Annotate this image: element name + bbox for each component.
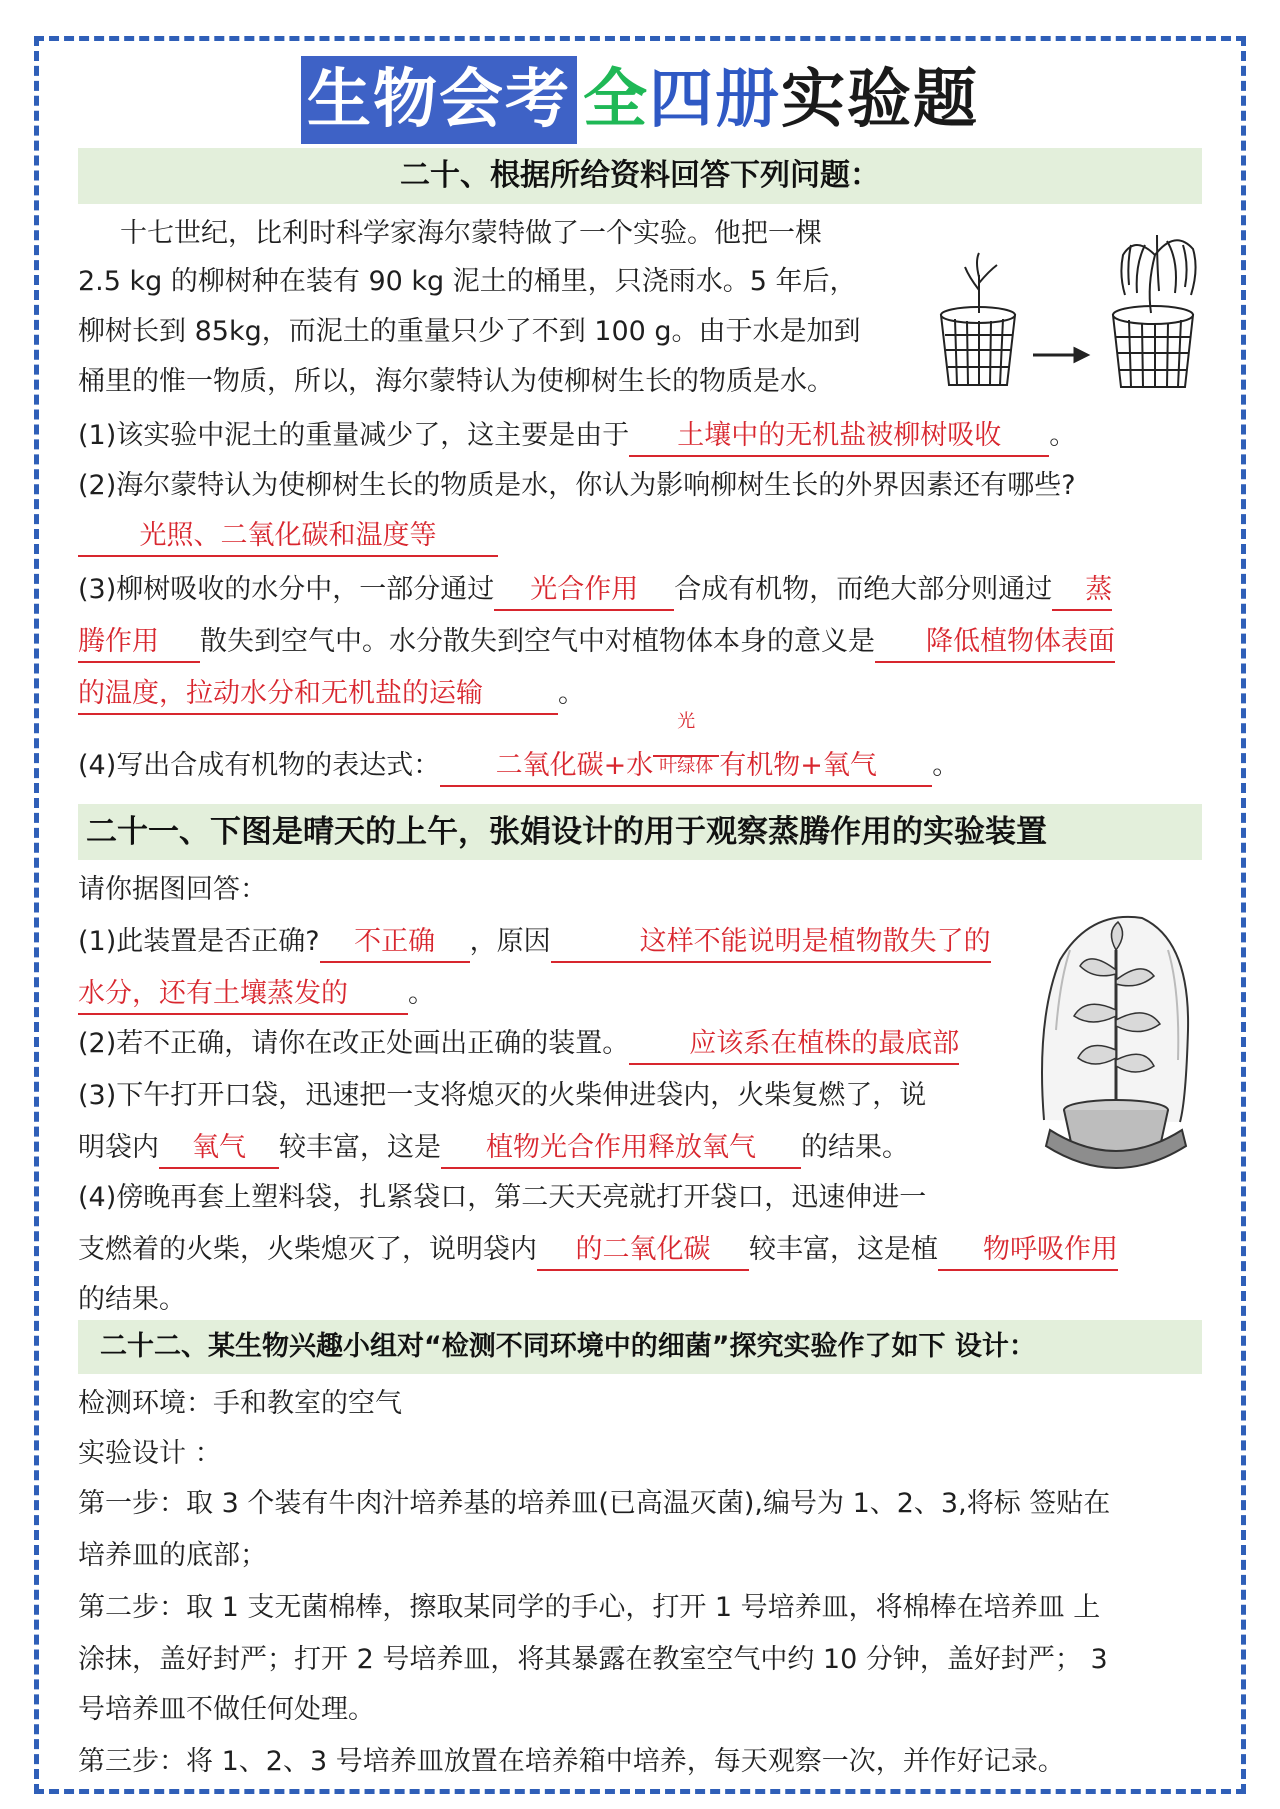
q21-sub-2 xyxy=(78,1020,959,1068)
title-part-volumes: 四册 xyxy=(649,63,781,137)
q21-sub-3-question-3: 较丰富，这是 xyxy=(279,1132,441,1163)
q21-sub-3-end: 的结果。 xyxy=(801,1132,909,1163)
q20-sub-4-question: (4)写出合成有机物的表达式： xyxy=(78,750,441,781)
q22-line-1: 检测环境：手和教室的空气 xyxy=(78,1388,402,1419)
q20-sub-3-answer-1: 光合作用 xyxy=(494,571,674,611)
q20-para-2: 2.5 kg 的柳树种在装有 90 kg 泥土的桶里，只浇雨水。5 年后， xyxy=(78,266,857,297)
q21-sub-1-reason-label: ，原因 xyxy=(469,926,551,957)
q21-sub-1-question: (1)此装置是否正确? xyxy=(78,926,320,957)
large-bucket-icon xyxy=(1113,306,1193,387)
q21-sub-2-question: (2)若不正确，请你在改正处画出正确的装置。 xyxy=(78,1028,630,1059)
q20-sub-1-answer: 土壤中的无机盐被柳树吸收 xyxy=(629,417,1049,457)
q20-para-1: 十七世纪，比利时科学家海尔蒙特做了一个实验。他把一棵 xyxy=(120,218,822,249)
q21-intro: 请你据图回答： xyxy=(78,874,267,905)
small-bucket-icon xyxy=(941,307,1015,385)
q20-sub-2-answer: 光照、二氧化碳和温度等 xyxy=(78,517,498,557)
q20-sub-1-question: (1)该实验中泥土的重量减少了，这主要是由于 xyxy=(78,420,630,451)
q20-para-3: 柳树长到 85kg，而泥土的重量只少了不到 100 g。由于水是加到 xyxy=(78,316,861,347)
willow-experiment-figure xyxy=(935,215,1215,395)
q20-sub-3-question-2: 合成有机物，而绝大部分则通过 xyxy=(674,574,1053,605)
q22-line-6: 涂抹，盖好封严；打开 2 号培养皿，将其暴露在教室空气中约 10 分钟，盖好封严； 3 xyxy=(78,1644,1108,1675)
plant-bag-figure xyxy=(1030,910,1200,1180)
q21-sub-1-end: 。 xyxy=(408,978,435,1009)
page-title xyxy=(0,56,1280,144)
q20-para-4: 桶里的惟一物质，所以，海尔蒙特认为使柳树生长的物质是水。 xyxy=(78,366,834,397)
q20-sub-3-question-1: (3)柳树吸收的水分中，一部分通过 xyxy=(78,574,495,605)
q21-sub-1-line-1 xyxy=(78,918,991,966)
willow-tree-icon xyxy=(1121,235,1195,313)
q22-line-7: 号培养皿不做任何处理。 xyxy=(78,1694,375,1725)
q21-sub-3-question-2: 明袋内 xyxy=(78,1132,159,1163)
q20-sub-3-line-3 xyxy=(78,670,585,718)
formula-arrow xyxy=(653,711,719,777)
formula-products: 有机物+氧气 xyxy=(719,750,877,781)
formula-condition-light: 光 xyxy=(677,711,696,732)
q20-sub-3-answer-2b: 腾作用 xyxy=(78,623,200,663)
seedling-icon xyxy=(965,253,997,313)
q21-sub-4-line-3: 的结果。 xyxy=(78,1284,186,1315)
arrow-right-icon xyxy=(1033,349,1087,361)
q21-sub-2-answer: 应该系在植株的最底部 xyxy=(629,1025,959,1065)
q22-header xyxy=(78,1320,1202,1374)
q20-sub-3-line-2 xyxy=(78,618,1115,666)
q21-sub-3-answer-1: 氧气 xyxy=(159,1129,279,1169)
q22-header-text: 二十二、某生物兴趣小组对“检测不同环境中的细菌”探究实验作了如下 设计： xyxy=(100,1331,1036,1362)
q22-line-8: 第三步：将 1、2、3 号培养皿放置在培养箱中培养，每天观察一次，并作好记录。 xyxy=(78,1746,1065,1777)
q21-sub-4-question-2: 支燃着的火柴，火柴熄灭了，说明袋内 xyxy=(78,1234,537,1265)
q20-sub-2-answer-line xyxy=(78,512,498,560)
q22-line-5: 第二步：取 1 支无菌棉棒，擦取某同学的手心，打开 1 号培养皿，将棉棒在培养皿 上 xyxy=(78,1592,1101,1623)
q22-line-2: 实验设计 ： xyxy=(78,1438,222,1469)
q21-sub-1-answer: 不正确 xyxy=(320,923,470,963)
q21-sub-4-answer-2: 物呼吸作用 xyxy=(938,1231,1118,1271)
q21-sub-3-answer-2: 植物光合作用释放氧气 xyxy=(441,1129,801,1169)
q20-sub-2: (2)海尔蒙特认为使柳树生长的物质是水，你认为影响柳树生长的外界因素还有哪些? xyxy=(78,470,1076,501)
title-part-subject: 生物会考 xyxy=(301,56,577,144)
q20-sub-4 xyxy=(78,711,960,790)
q20-sub-1-end: 。 xyxy=(1049,420,1077,451)
q20-sub-3-question-3: 散失到空气中。水分散失到空气中对植物体本身的意义是 xyxy=(200,626,875,657)
q20-sub-4-end: 。 xyxy=(932,750,960,781)
q20-sub-3-answer-3a: 降低植物体表面 xyxy=(875,623,1115,663)
q20-sub-3-end: 。 xyxy=(558,678,585,709)
q21-sub-1-reason-b: 水分，还有土壤蒸发的 xyxy=(78,975,408,1015)
q21-sub-3-line-2 xyxy=(78,1124,909,1172)
q20-sub-3-answer-3b: 的温度，拉动水分和无机盐的运输 xyxy=(78,675,558,715)
q21-sub-4-question-3: 较丰富，这是植 xyxy=(749,1234,938,1265)
title-part-experiments: 实验题 xyxy=(781,63,979,137)
q20-sub-3-answer-2a: 蒸 xyxy=(1052,571,1112,611)
q22-line-4: 培养皿的底部； xyxy=(78,1540,267,1571)
q21-sub-1-line-2 xyxy=(78,970,435,1018)
q20-header-text: 二十、根据所给资料回答下列问题： xyxy=(400,158,880,193)
q21-sub-4-answer-1: 的二氧化碳 xyxy=(537,1231,749,1271)
title-part-all: 全 xyxy=(583,63,649,137)
q22-line-3: 第一步：取 3 个装有牛肉汁培养基的培养皿(已高温灭菌),编号为 1、2、3,将标 签贴在 xyxy=(78,1488,1111,1519)
formula-reactants: 二氧化碳+水 xyxy=(495,750,654,781)
q20-sub-3-line-1 xyxy=(78,566,1112,614)
q21-header-text: 二十一、下图是晴天的上午，张娟设计的用于观察蒸腾作用的实验装置 xyxy=(86,814,1047,850)
q21-sub-1-reason-a: 这样不能说明是植物散失了的 xyxy=(551,923,991,963)
q20-sub-4-formula xyxy=(440,711,932,787)
formula-condition-chloroplast: 叶绿体 xyxy=(659,756,714,777)
q21-header xyxy=(78,804,1202,860)
q21-sub-4-line-2 xyxy=(78,1226,1118,1274)
q21-sub-4-line-1: (4)傍晚再套上塑料袋，扎紧袋口，第二天天亮就打开袋口，迅速伸进一 xyxy=(78,1182,927,1213)
q20-sub-1 xyxy=(78,412,1076,460)
q20-header xyxy=(78,148,1202,204)
q21-sub-3-line-1: (3)下午打开口袋，迅速把一支将熄灭的火柴伸进袋内，火柴复燃了，说 xyxy=(78,1080,927,1111)
